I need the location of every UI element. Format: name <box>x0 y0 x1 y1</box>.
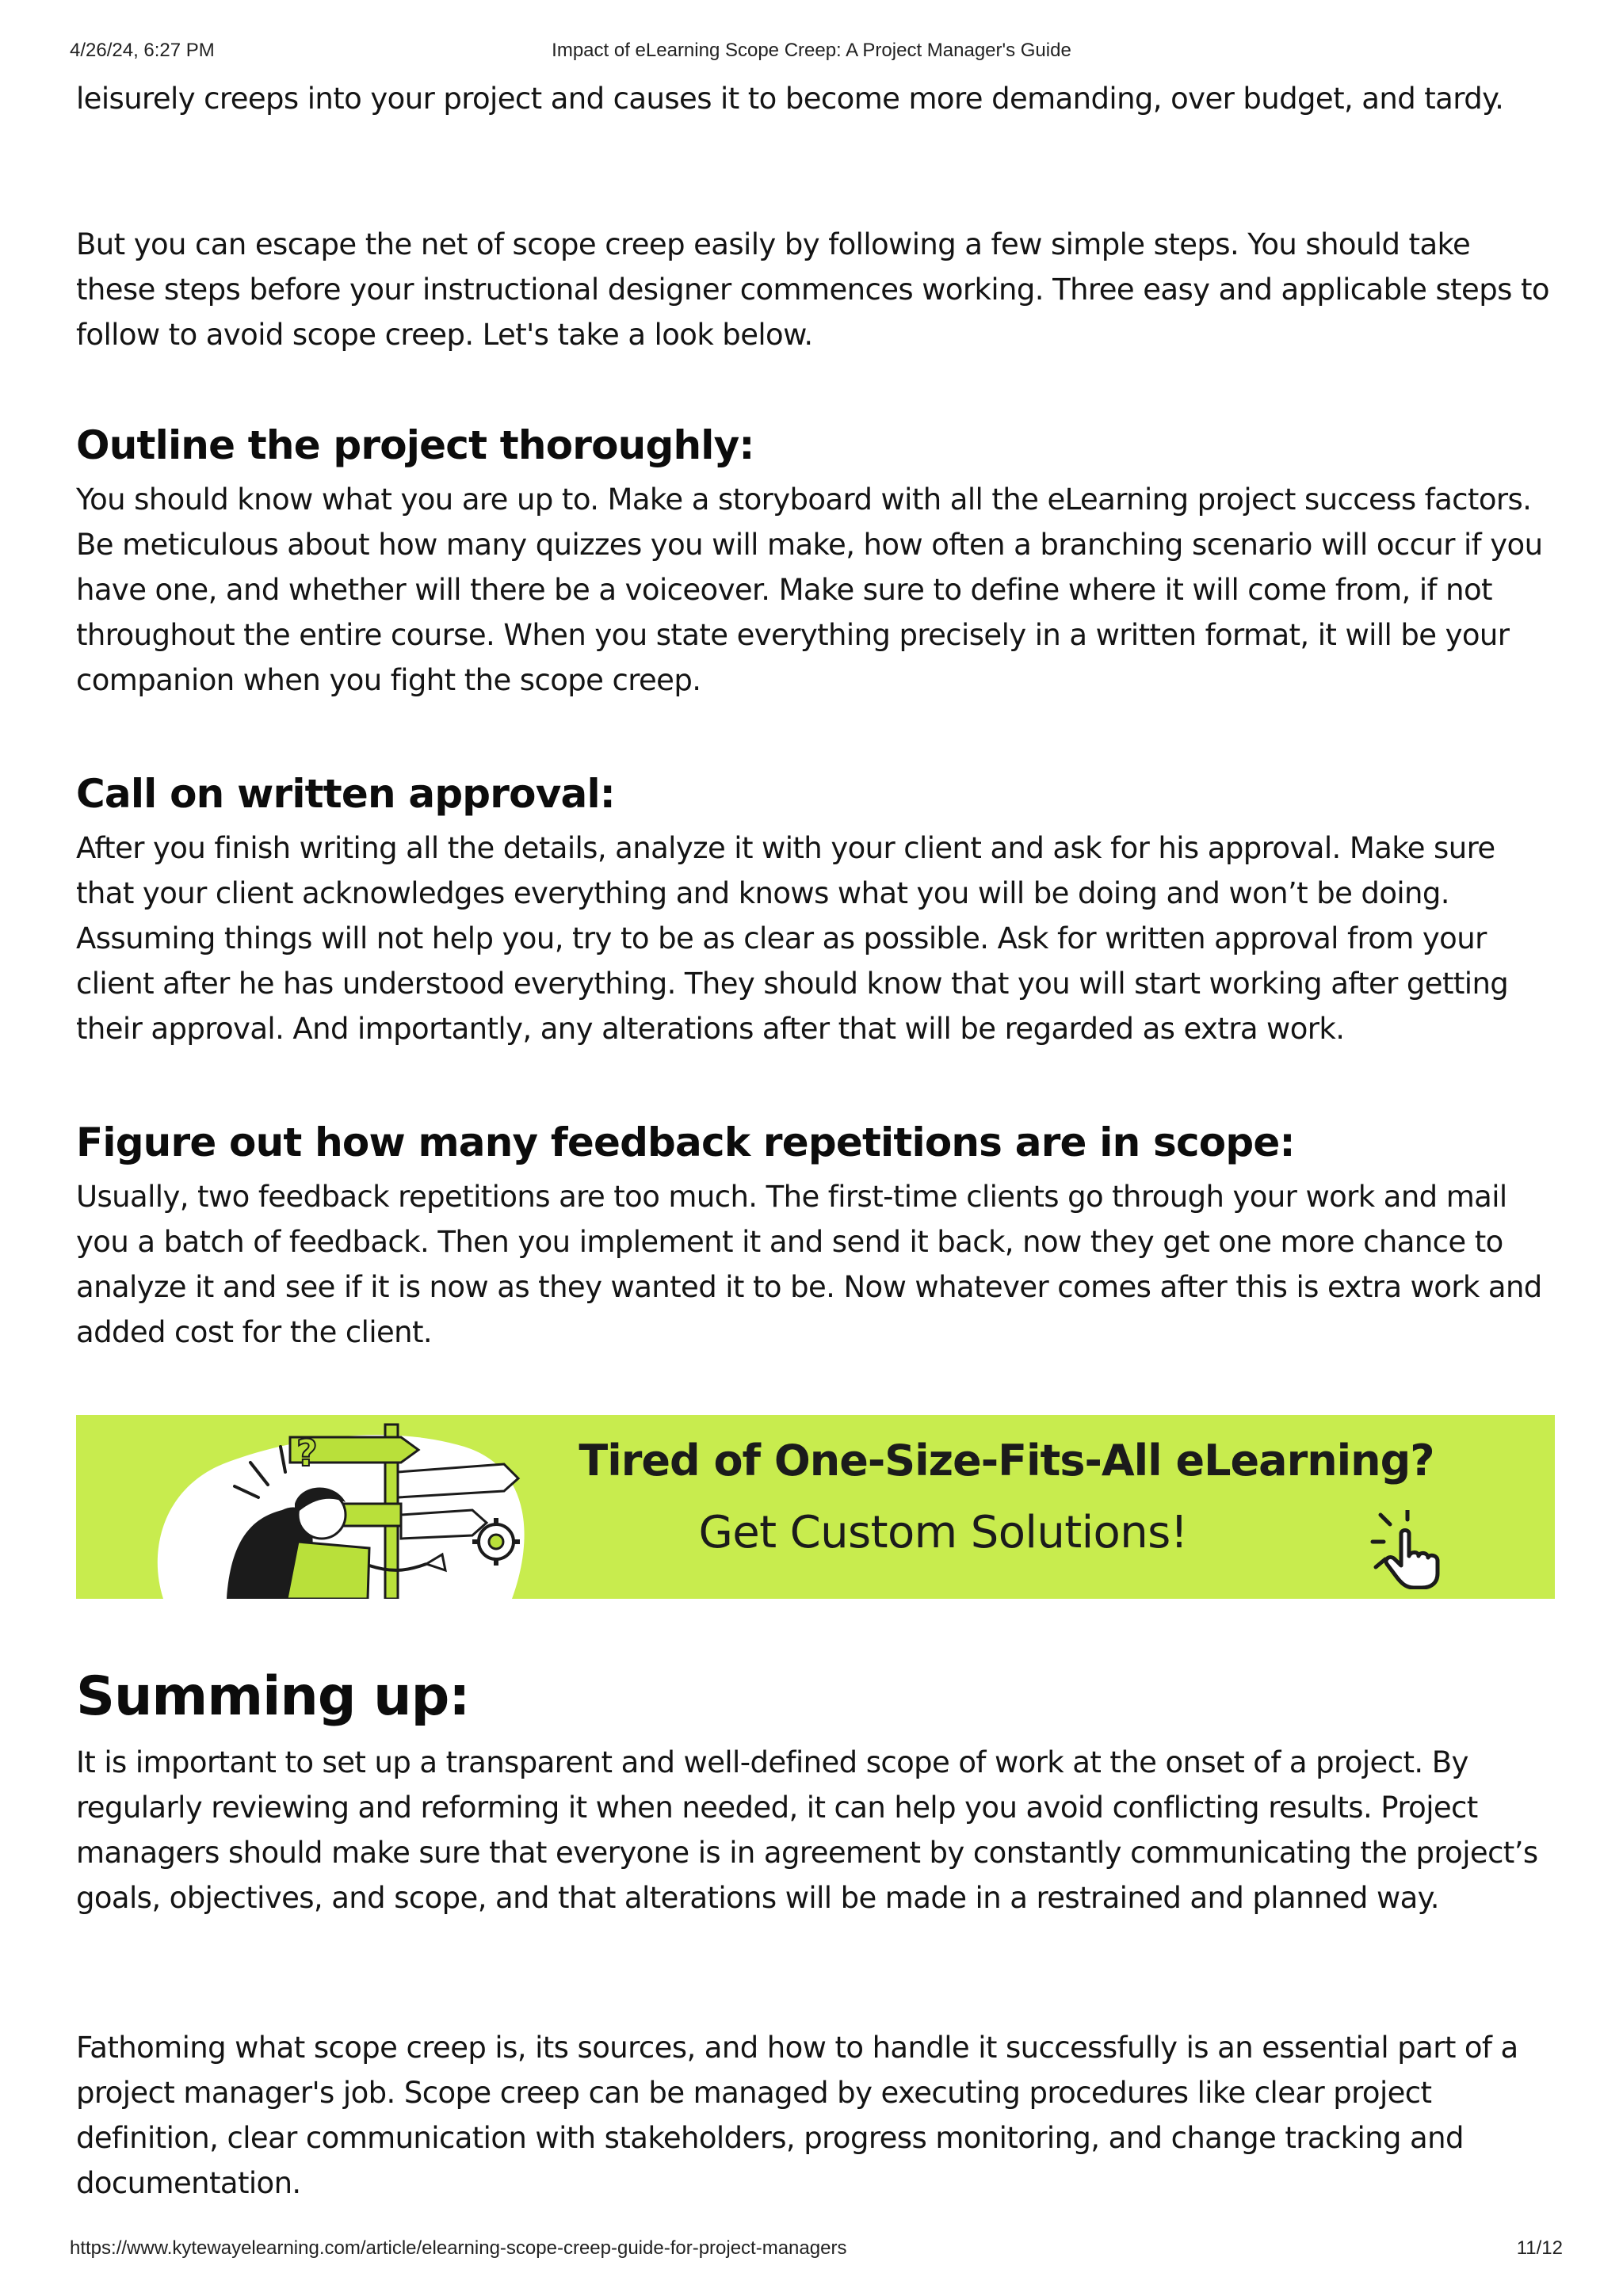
section-heading-outline: Outline the project thoroughly: <box>76 422 754 468</box>
section-heading-approval: Call on written approval: <box>76 771 615 817</box>
section-body-outline: You should know what you are up to. Make a storyboard with all the eLearning project success factors. Be meticulous about how many quizzes you will make, how often a branching scenario will occur if you have one, and whether will there be a voiceover. Make sure to define where it will come from, if not throughout the entire course. When you state everything precisely in a written format, it will be your companion when you fight the scope creep. <box>76 482 1543 697</box>
print-doc-title: Impact of eLearning Scope Creep: A Project Manager's Guide <box>552 40 1071 61</box>
person-thinking-illustration <box>132 1415 544 1599</box>
section-body-feedback: Usually, two feedback repetitions are too much. The first-time clients go through your work and mail you a batch of feedback. Then you implement it and send it back, now they get one more chance to analyze it and see if it is now as they wanted it to be. Now whatever comes after this is extra work and added cost for the client. <box>76 1180 1542 1349</box>
print-url[interactable]: https://www.kytewayelearning.com/article/elearning-scope-creep-guide-for-project-managers <box>70 2237 847 2259</box>
summary-paragraph-2: Fathoming what scope creep is, its sources, and how to handle it successfully is an essential part of a project manager's job. Scope creep can be managed by executing procedures like clear project definition, clear communication with stakeholders, progress monitoring, and change tracking and documentation. <box>76 2031 1518 2200</box>
page-number: 11/12 <box>1516 2237 1563 2259</box>
banner-headline: Tired of One-Size-Fits-All eLearning? <box>579 1436 1434 1486</box>
print-footer <box>0 2237 1623 2264</box>
pointer-click-icon <box>1368 1510 1455 1589</box>
intro-paragraph-2: But you can escape the net of scope creep easily by following a few simple steps. You should take these steps before your instructional designer commences working. Three easy and applicable steps to follow to avoid scope creep. Let's take a look below. <box>76 227 1549 352</box>
summary-heading: Summing up: <box>76 1665 470 1728</box>
section-body-approval: After you finish writing all the details, analyze it with your client and ask for his approval. Make sure that your client acknowledges everything and knows what you will be doing and won’t be doing. Assuming things will not help you, try to be as clear as possible. Ask for written approval from your client after he has understood everything. They should know that you will start working after getting their approval. And importantly, any alterations after that will be regarded as extra work. <box>76 831 1509 1046</box>
banner-cta[interactable]: Get Custom Solutions! <box>698 1507 1188 1558</box>
section-heading-feedback: Figure out how many feedback repetitions are in scope: <box>76 1119 1295 1165</box>
print-header <box>0 40 1623 67</box>
svg-text:?: ? <box>296 1432 318 1474</box>
custom-solutions-banner[interactable] <box>76 1415 1555 1599</box>
intro-paragraph-1: leisurely creeps into your project and causes it to become more demanding, over budget, and tardy. <box>76 82 1504 116</box>
print-datetime: 4/26/24, 6:27 PM <box>70 40 215 61</box>
summary-paragraph-1: It is important to set up a transparent and well-defined scope of work at the onset of a project. By regularly reviewing and reforming it when needed, it can help you avoid conflicting results. Project managers should make sure that everyone is in agreement by constantly communicating the project’s goals, objectives, and scope, and that alterations will be made in a restrained and planned way. <box>76 1745 1538 1915</box>
